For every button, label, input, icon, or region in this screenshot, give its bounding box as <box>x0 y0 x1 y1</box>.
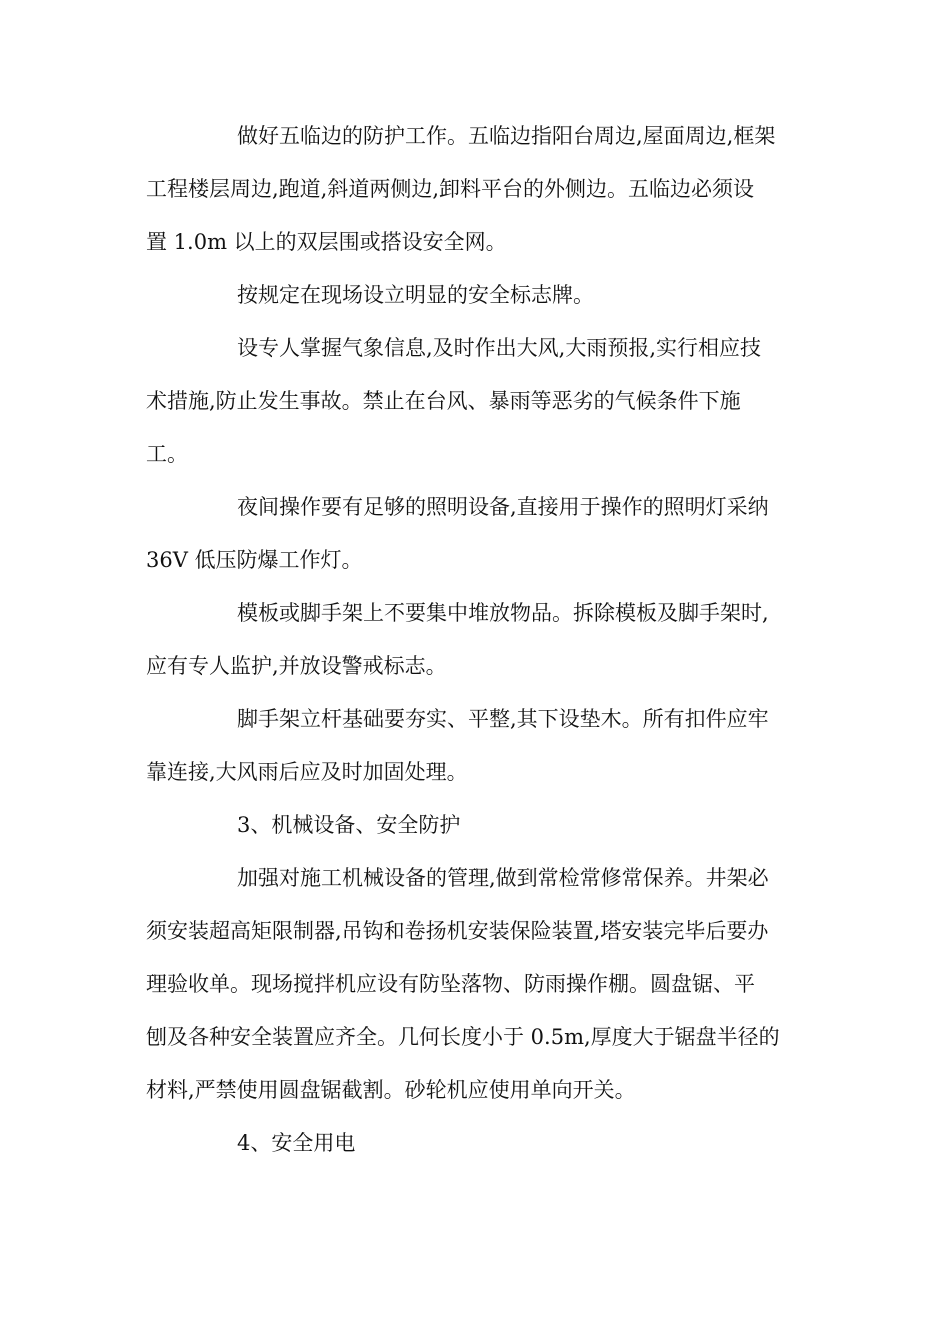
paragraph-line: 应有专人监护,并放设警戒标志。 <box>146 654 447 678</box>
paragraph-line: 置 1.0m 以上的双层围或搭设安全网。 <box>146 230 507 254</box>
paragraph-line: 加强对施工机械设备的管理,做到常检常修常保养。井架必 <box>237 866 769 890</box>
paragraph-line: 设专人掌握气象信息,及时作出大风,大雨预报,实行相应技 <box>237 336 762 360</box>
paragraph-line: 刨及各种安全装置应齐全。几何长度小于 0.5m,厚度大于锯盘半径的 <box>146 1025 780 1049</box>
paragraph-line: 理验收单。现场搅拌机应设有防坠落物、防雨操作棚。圆盘锯、平 <box>146 972 755 996</box>
paragraph-line: 工。 <box>146 442 188 466</box>
paragraph-line: 夜间操作要有足够的照明设备,直接用于操作的照明灯采纳 <box>237 495 769 519</box>
paragraph-line: 工程楼层周边,跑道,斜道两侧边,卸料平台的外侧边。五临边必须设 <box>146 177 755 201</box>
paragraph-line: 术措施,防止发生事故。禁止在台风、暴雨等恶劣的气候条件下施 <box>146 389 741 413</box>
paragraph-line: 须安装超高矩限制器,吊钩和卷扬机安装保险装置,塔安装完毕后要办 <box>146 919 769 943</box>
section-heading: 4、安全用电 <box>237 1131 356 1155</box>
paragraph-line: 按规定在现场设立明显的安全标志牌。 <box>237 283 594 307</box>
paragraph-line: 模板或脚手架上不要集中堆放物品。拆除模板及脚手架时, <box>237 601 769 625</box>
paragraph-line: 36V 低压防爆工作灯。 <box>146 548 363 572</box>
section-heading: 3、机械设备、安全防护 <box>237 813 461 837</box>
paragraph-line: 脚手架立杆基础要夯实、平整,其下设垫木。所有扣件应牢 <box>237 707 769 731</box>
paragraph-line: 靠连接,大风雨后应及时加固处理。 <box>146 760 468 784</box>
paragraph-line: 材料,严禁使用圆盘锯截割。砂轮机应使用单向开关。 <box>146 1078 636 1102</box>
paragraph-line: 做好五临边的防护工作。五临边指阳台周边,屋面周边,框架 <box>237 124 776 148</box>
